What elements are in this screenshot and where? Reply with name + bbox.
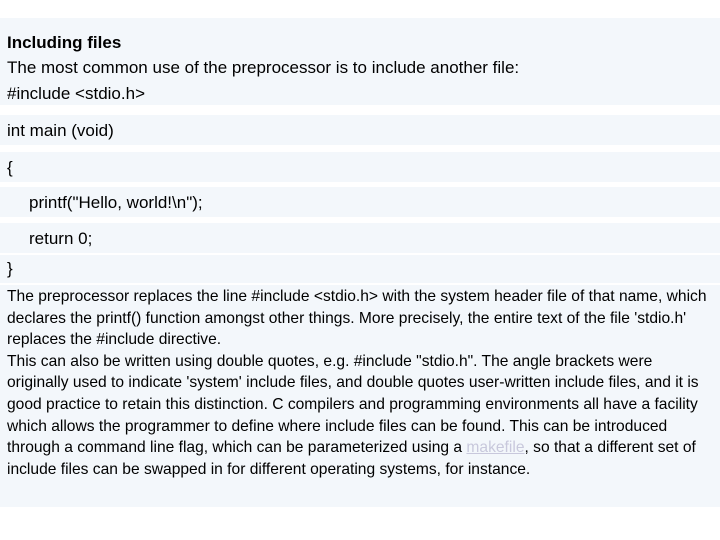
intro-text: The most common use of the preprocessor is to include another file: — [7, 58, 520, 77]
makefile-link[interactable]: makefile — [466, 439, 525, 457]
body-text — [7, 286, 713, 480]
code-close-brace: } — [7, 259, 13, 278]
code-band-return — [0, 223, 720, 253]
paragraph-preprocessor: The preprocessor replaces the line #include <stdio.h> with the system header file of that name, which declares the printf() function amongst other things. More precisely, the entire text of the file 'stdio.h' replaces the #include directive. — [7, 288, 707, 349]
code-band-open-brace — [0, 152, 720, 182]
code-printf-line: printf("Hello, world!\n"); — [29, 193, 203, 212]
code-return-line: return 0; — [29, 229, 93, 248]
slide-title: Including files — [7, 33, 122, 52]
paragraph-text-before-link: This can also be written using double quotes, e.g. #include "stdio.h". The angle brackets were originally used to indicate 'system' include files, and double quotes user-written include files, and it is good practice to retain this distinction. C compilers and programming environments all have a facility which allows the programmer to define where include files can be found. This can be introduced through a command line flag, which can be parameterized using a — [7, 352, 699, 457]
paragraph-text-after-link: , so that a different set of include files can be swapped in for different operating systems, for instance. — [7, 439, 696, 478]
code-main-line: int main (void) — [7, 121, 114, 140]
code-band-close-brace — [0, 255, 720, 283]
code-open-brace: { — [7, 158, 13, 177]
code-include-line: #include <stdio.h> — [7, 84, 145, 103]
paragraph-double-quotes — [7, 351, 713, 481]
